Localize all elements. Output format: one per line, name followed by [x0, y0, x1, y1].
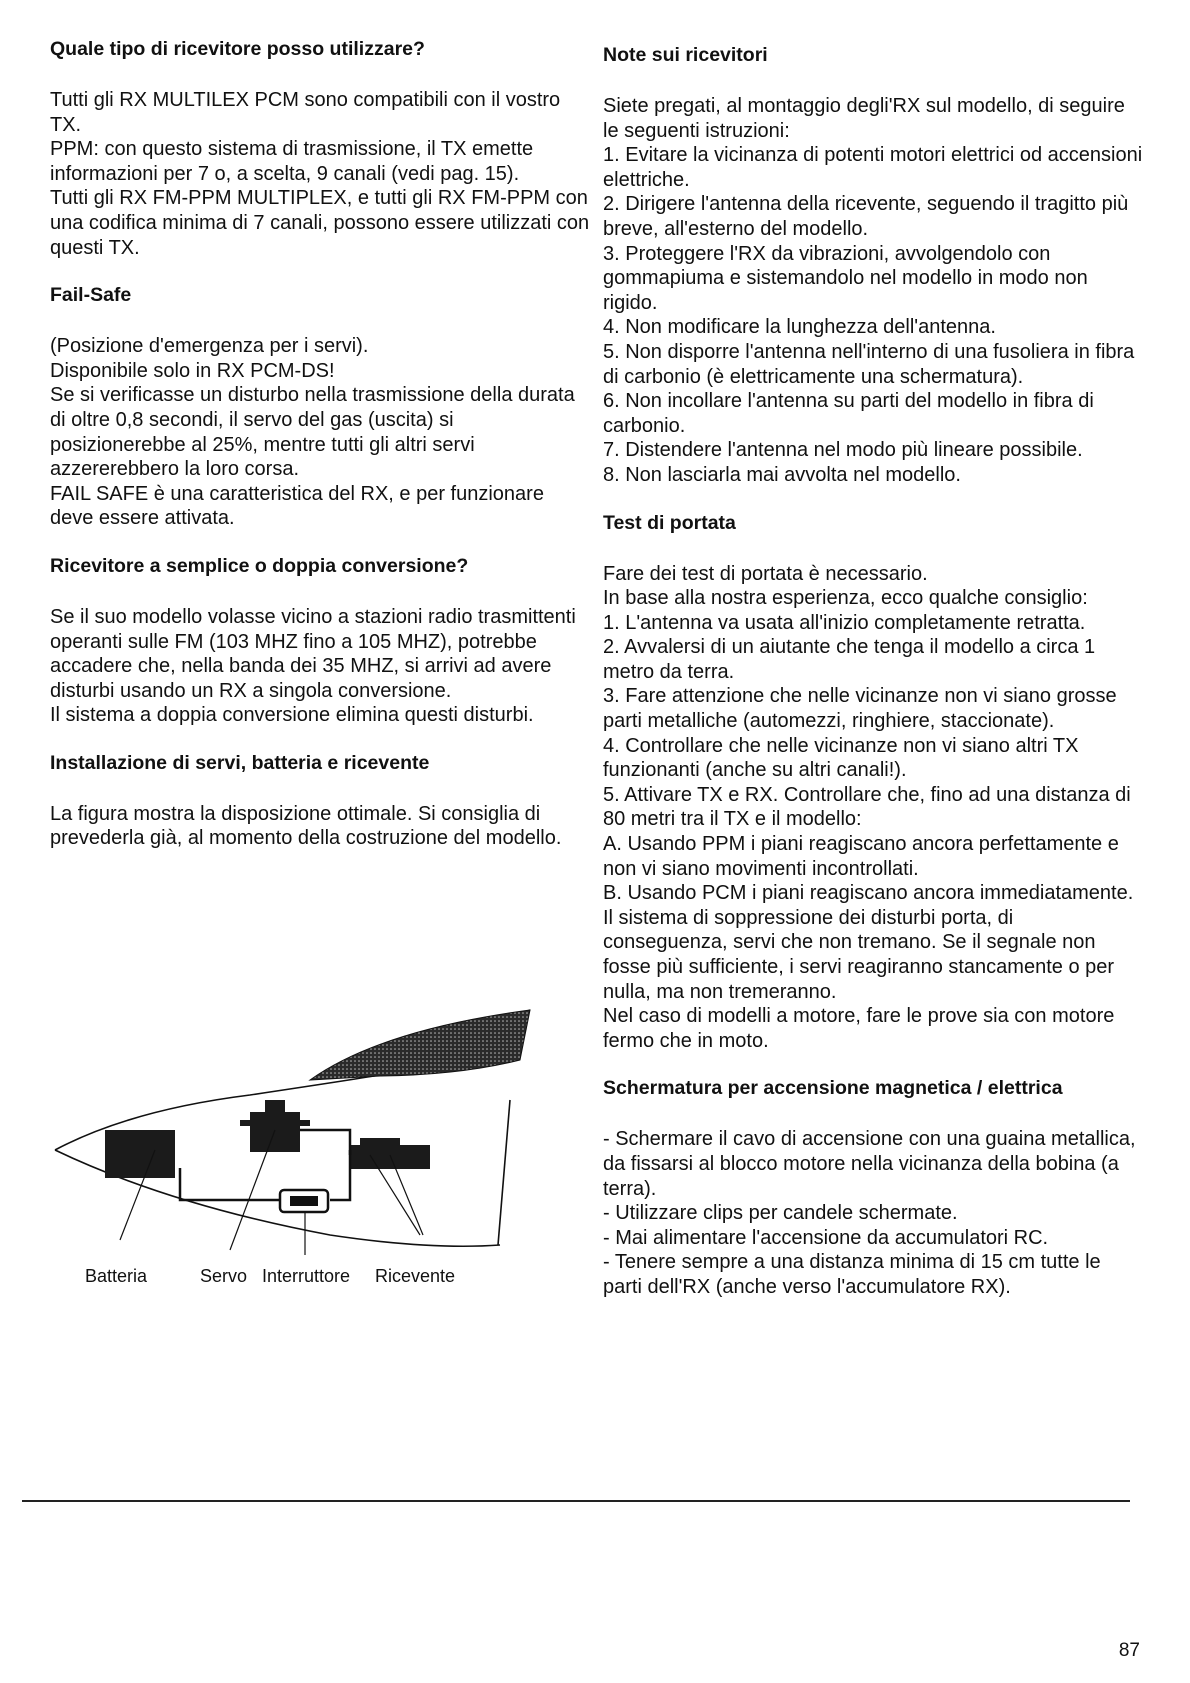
list-item: 4. Controllare che nelle vicinanze non vi siano altri TX funzionanti (anche su altri canali!). — [603, 734, 1079, 782]
paragraph: Il sistema a doppia conversione elimina questi disturbi. — [50, 704, 534, 727]
receiver-icon — [350, 1145, 430, 1169]
caption-receiver: Ricevente — [375, 1266, 456, 1286]
paragraph: Se il suo modello volasse vicino a stazioni radio trasmittenti operanti sulle FM (103 MHZ fino a 105 MHZ), potrebbe accadere che, nella banda dei 35 MHZ, si arrivi ad avere disturbi usando un RX a singola conversione. — [50, 605, 576, 702]
paragraph: Tutti gli RX MULTILEX PCM sono compatibili con il vostro TX. — [50, 89, 561, 136]
paragraph: (Posizione d'emergenza per i servi). — [50, 335, 369, 358]
paragraph: Fare dei test di portata è necessario. — [603, 562, 928, 585]
paragraph: PPM: con questo sistema di trasmissione, il TX emette informazioni per 7 o, a scelta, 9 canali (vedi pag. 15). — [50, 138, 534, 185]
heading-fail-safe: Fail-Safe — [50, 284, 132, 307]
heading-range-test: Test di portata — [603, 511, 736, 534]
heading-installation: Installazione di servi, batteria e ricevente — [50, 751, 430, 774]
page-number: 87 — [1118, 1640, 1140, 1661]
list-item: B. Usando PCM i piani reagiscano ancora immediatamente. Il sistema di soppressione dei disturbi porta, di conseguenza, servi che non tremano. Se il segnale non fosse più sufficiente, i servi reagiranno stancamente o per nulla, ma non tremeranno. — [603, 882, 1134, 1003]
list-item: 1. L'antenna va usata all'inizio completamente retratta. — [603, 611, 1086, 634]
list-item: 4. Non modificare la lunghezza dell'antenna. — [603, 316, 996, 339]
caption-switch: Interruttore — [262, 1266, 351, 1286]
list-item: 7. Distendere l'antenna nel modo più lineare possibile. — [603, 439, 1083, 462]
list-item: - Schermare il cavo di accensione con una guaina metallica, da fissarsi al blocco motore nella vicinanza della bobina (a terra). — [603, 1128, 1136, 1200]
list-item: - Tenere sempre a una distanza minima di 15 cm tutte le parti dell'RX (anche verso l'accumulatore RX). — [603, 1251, 1101, 1298]
list-item: 3. Fare attenzione che nelle vicinanze non vi siano grosse parti metalliche (automezzi, ringhiere, staccionate). — [603, 685, 1117, 733]
caption-servo: Servo — [200, 1266, 248, 1286]
paragraph: La figura mostra la disposizione ottimale. Si consiglia di prevederla già, al momento della costruzione del modello. — [50, 802, 562, 850]
heading-receiver-type: Quale tipo di ricevitore posso utilizzare? — [50, 38, 425, 60]
heading-shielding: Schermatura per accensione magnetica / elettrica — [603, 1077, 1063, 1100]
list-item: 6. Non incollare l'antenna su parti del modello in fibra di carbonio. — [603, 390, 1094, 437]
installation-diagram — [50, 1000, 590, 1300]
list-item: In base alla nostra esperienza, ecco qualche consiglio: — [603, 587, 1088, 610]
list-item: 5. Attivare TX e RX. Controllare che, fino ad una distanza di 80 metri tra il TX e il modello: — [603, 783, 1131, 831]
right-column — [603, 36, 1143, 1300]
list-item: A. Usando PPM i piani reagiscano ancora perfettamente e non vi siano movimenti incontrollati. — [603, 833, 1119, 880]
footer-rule — [22, 1500, 1130, 1502]
paragraph: Tutti gli RX FM-PPM MULTIPLEX, e tutti gli RX FM-PPM con una codifica minima di 7 canali, possono essere utilizzati con questi TX. — [50, 187, 590, 259]
servo-icon — [250, 1112, 300, 1152]
heading-receiver-notes: Note sui ricevitori — [603, 44, 768, 66]
paragraph: FAIL SAFE è una caratteristica del RX, e per funzionare deve essere attivata. — [50, 482, 544, 530]
list-item: 8. Non lasciarla mai avvolta nel modello. — [603, 463, 961, 486]
battery-icon — [105, 1130, 175, 1178]
list-item: - Utilizzare clips per candele schermate. — [603, 1202, 958, 1225]
list-item: 5. Non disporre l'antenna nell'interno di una fusoliera in fibra di carbonio (è elettricamente una schermatura). — [603, 340, 1135, 388]
list-item: 2. Avvalersi di un aiutante che tenga il modello a circa 1 metro da terra. — [603, 636, 1096, 683]
list-item: 1. Evitare la vicinanza di potenti motori elettrici od accensioni elettriche. — [603, 144, 1143, 191]
list-item: 2. Dirigere l'antenna della ricevente, seguendo il tragitto più breve, all'esterno del modello. — [603, 193, 1129, 240]
caption-battery: Batteria — [85, 1266, 148, 1286]
heading-conversion: Ricevitore a semplice o doppia conversione? — [50, 554, 469, 577]
canopy-icon — [310, 1010, 530, 1080]
paragraph: Disponibile solo in RX PCM-DS! — [50, 359, 335, 382]
paragraph: Se si verificasse un disturbo nella trasmissione della durata di oltre 0,8 secondi, il servo del gas (uscita) si posizionerebbe al 25%, mentre tutti gli altri servi azzererebbero la loro corsa. — [50, 384, 575, 481]
left-column — [50, 36, 590, 851]
fuselage-tail — [498, 1100, 510, 1245]
list-item: 3. Proteggere l'RX da vibrazioni, avvolgendolo con gommapiuma e sistemandolo nel modello in modo non rigido. — [603, 242, 1088, 314]
list-item: Nel caso di modelli a motore, fare le prove sia con motore fermo che in moto. — [603, 1005, 1115, 1052]
list-item: - Mai alimentare l'accensione da accumulatori RC. — [603, 1226, 1049, 1249]
paragraph: Siete pregati, al montaggio degli'RX sul modello, di seguire le seguenti istruzioni: — [603, 95, 1125, 142]
